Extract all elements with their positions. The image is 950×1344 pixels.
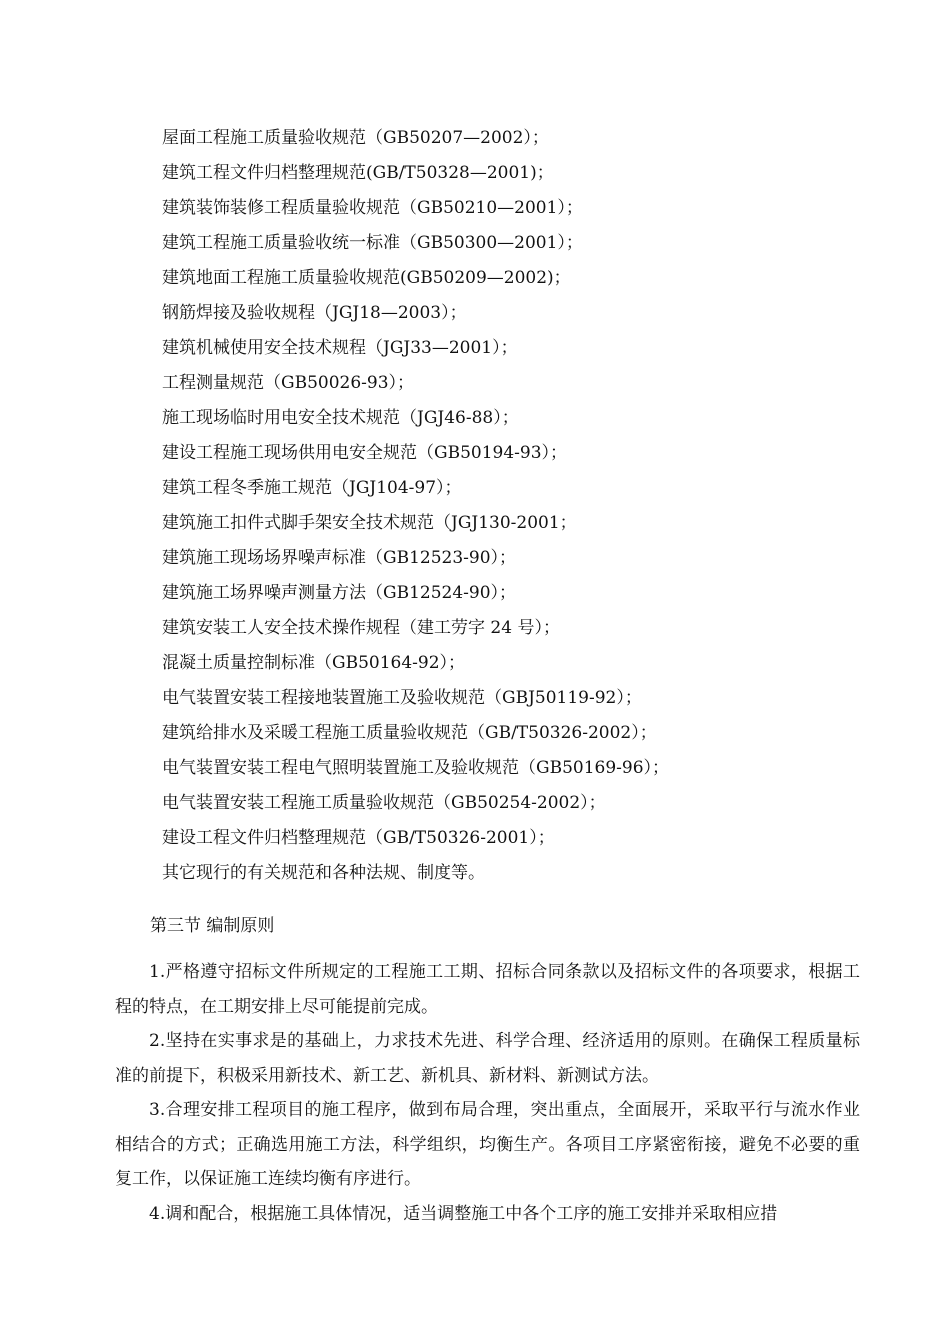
standard-item: 电气装置安装工程电气照明装置施工及验收规范（GB50169-96）； — [162, 758, 670, 778]
standard-item: 建筑工程文件归档整理规范(GB/T50328—2001)； — [162, 163, 554, 183]
principles-body — [115, 955, 860, 1231]
standard-item: 施工现场临时用电安全技术规范（JGJ46-88）； — [162, 408, 519, 428]
standard-item: 建筑施工场界噪声测量方法（GB12524-90）； — [162, 583, 517, 603]
principle-paragraph: 1.严格遵守招标文件所规定的工程施工工期、招标合同条款以及招标文件的各项要求，根据工程的特点，在工期安排上尽可能提前完成。 — [115, 962, 860, 1017]
section-heading: 第三节 编制原则 — [150, 916, 275, 936]
standard-item: 建筑工程施工质量验收统一标准（GB50300—2001）； — [162, 233, 583, 253]
standard-item: 钢筋焊接及验收规程（JGJ18—2003）； — [162, 303, 467, 323]
standard-item: 建筑工程冬季施工规范（JGJ104-97）； — [162, 478, 462, 498]
principle-paragraph: 4.调和配合，根据施工具体情况，适当调整施工中各个工序的施工安排并采取相应措 — [149, 1203, 778, 1224]
standard-item: 建筑安装工人安全技术操作规程（建工劳字 24 号）； — [162, 618, 560, 638]
standard-item: 电气装置安装工程接地装置施工及验收规范（GBJ50119-92）； — [162, 688, 642, 708]
standard-item: 建设工程文件归档整理规范（GB/T50326-2001）； — [162, 828, 555, 848]
standard-item: 建筑施工扣件式脚手架安全技术规范（JGJ130-2001； — [162, 513, 577, 533]
standard-item: 混凝土质量控制标准（GB50164-92）； — [162, 653, 466, 673]
standard-item: 建设工程施工现场供用电安全规范（GB50194-93）； — [162, 443, 568, 463]
standard-item: 屋面工程施工质量验收规范（GB50207—2002）； — [162, 128, 549, 148]
standard-item: 建筑装饰装修工程质量验收规范（GB50210—2001）； — [162, 198, 583, 218]
standard-item: 工程测量规范（GB50026-93）； — [162, 373, 415, 393]
principle-paragraph: 2.坚持在实事求是的基础上，力求技术先进、科学合理、经济适用的原则。在确保工程质量标准的前提下，积极采用新技术、新工艺、新机具、新材料、新测试方法。 — [115, 1031, 860, 1086]
standard-item: 其它现行的有关规范和各种法规、制度等。 — [162, 863, 485, 883]
standard-item: 建筑地面工程施工质量验收规范(GB50209—2002)； — [162, 268, 571, 288]
standards-list — [162, 121, 669, 891]
standard-item: 建筑给排水及采暖工程施工质量验收规范（GB/T50326-2002）； — [162, 723, 657, 743]
standard-item: 电气装置安装工程施工质量验收规范（GB50254-2002）； — [162, 793, 606, 813]
standard-item: 建筑施工现场场界噪声标准（GB12523-90）； — [162, 548, 517, 568]
standard-item: 建筑机械使用安全技术规程（JGJ33—2001）； — [162, 338, 518, 358]
principle-paragraph: 3.合理安排工程项目的施工程序，做到布局合理，突出重点，全面展开，采取平行与流水作业相结合的方式；正确选用施工方法，科学组织，均衡生产。各项目工序紧密衔接，避免不必要的重复工作，以保证施工连续均衡有序进行。 — [115, 1100, 860, 1189]
